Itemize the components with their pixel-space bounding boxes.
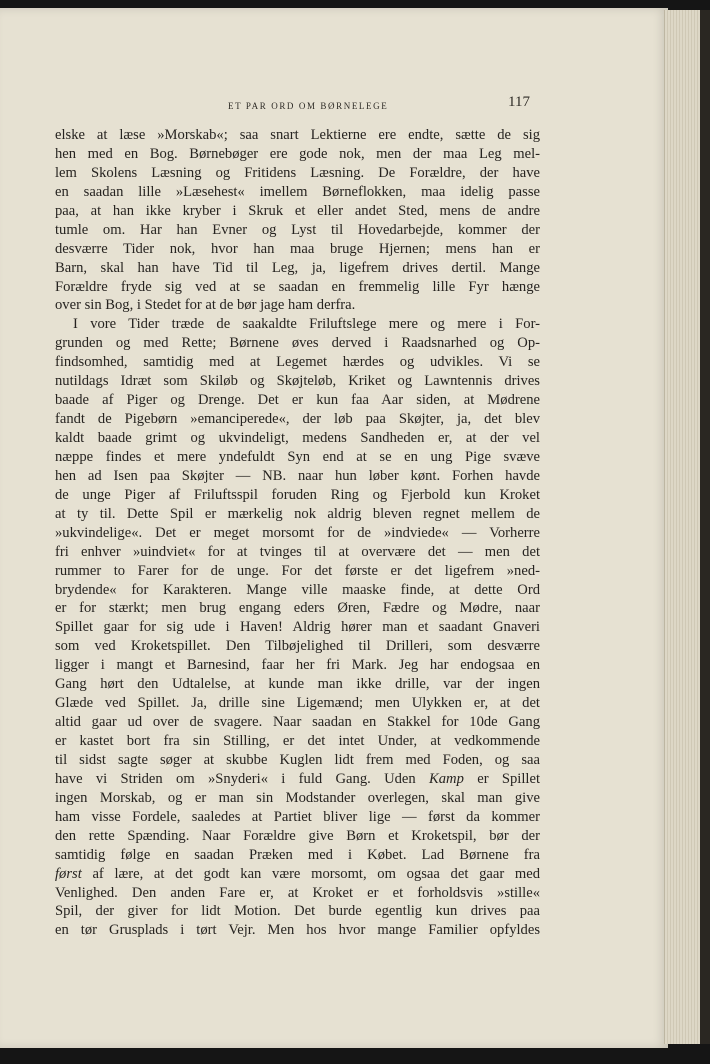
italic-word: Kamp xyxy=(429,770,464,787)
text-line: ham visse Fordele, saaledes at Partiet bliver lige — først da kommer xyxy=(55,808,540,825)
text-line: brydende« for Karakteren. Mange ville maaske finde, at dette Ord xyxy=(55,581,540,598)
text-segment: er Spillet xyxy=(463,770,540,787)
text-line: hen ad Isen paa Skøjter — NB. naar hun løber kønt. Forhen havde xyxy=(55,467,540,484)
book-spine-shadow xyxy=(700,10,710,1044)
text-line: fandt de Pigebørn »emanciperede«, der løb paa Skøjter, ja, det blev xyxy=(55,411,540,428)
text-line: lem Skolens Læsning og Fritidens Læsning. De Forældre, der have xyxy=(55,164,540,181)
text-line: Spil, der giver for lidt Motion. Det burde egentlig kun drives paa xyxy=(55,903,540,920)
text-line: Spillet gaar for sig ude i Haven! Aldrig hører man et saadant Gnaveri xyxy=(55,619,540,636)
text-segment: have vi Striden om »Snyderi« i fuld Gang. Uden xyxy=(55,770,430,787)
text-line: at ty til. Dette Spil er mærkelig nok aldrig bleven regnet mellem de xyxy=(55,505,540,522)
text-line: altid gaar ud over de svagere. Naar saadan en Stakkel for 10de Gang xyxy=(55,714,540,731)
text-line: kaldt baade grimt og ukvindeligt, medens Sandheden er, at der vel xyxy=(55,430,540,446)
text-line: Venlighed. Den anden Fare er, at Kroket er et forholdsvis »stille« xyxy=(55,884,540,901)
text-line: en saadan lille »Læsehest« imellem Børneflokken, maa idelig passe xyxy=(55,183,540,200)
text-line: over sin Bog, i Stedet for at de bør jage ham derfra. xyxy=(55,297,356,314)
text-line: »ukvindelige«. Det er meget morsomt for de »indviede« — Vorherre xyxy=(55,524,540,541)
text-line: paa, at han ikke kryber i Skruk et eller andet Sted, mens de andre xyxy=(55,202,540,219)
text-line xyxy=(55,865,540,884)
text-line: baade af Piger og Drenge. Det er kun faa Aar siden, at Mødrene xyxy=(55,392,540,409)
text-line: ingen Morskab, og er man sin Modstander overlegen, skal man give xyxy=(55,789,540,806)
text-line: elske at læse »Morskab«; saa snart Lektierne ere endte, sætte de sig xyxy=(55,127,540,143)
text-line: som ved Kroketspillet. Den Tilbøjelighed til Drilleri, som desværre xyxy=(55,638,540,655)
text-line: Barn, skal han have Tid til Leg, ja, ligefrem drives dertil. Mange xyxy=(55,259,540,276)
text-line: tumle om. Har han Evner og Lyst til Hovedarbejde, kommer der xyxy=(55,221,540,238)
text-line: fri enhver »uindviet« for at tvinges til at overvære det — men det xyxy=(55,543,540,560)
text-line: en tør Grusplads i tørt Vejr. Men hos hvor mange Familier opfyldes xyxy=(55,922,540,939)
text-line: nutildags Idræt som Skiløb og Skøjteløb, Kriket og Lawntennis drives xyxy=(55,373,540,390)
text-line: samtidig følge en saadan Præken med i Købet. Lad Børnene fra xyxy=(55,846,540,863)
running-title: ET PAR ORD OM BØRNELEGE xyxy=(228,101,389,111)
text-line: I vore Tider træde de saakaldte Friluftslege mere og mere i For- xyxy=(73,316,540,333)
text-line: ligger i mangt et Barnesind, faar her fri Mark. Jeg har endogsaa en xyxy=(55,657,540,674)
text-line: til sidst sagte søger at skubbe Kuglen lidt frem med Foden, og saa xyxy=(55,751,540,768)
text-line: næppe findes et mere yndefuldt Syn end at se en ung Pige svæve xyxy=(55,448,540,465)
page-number: 117 xyxy=(508,94,530,110)
text-line: desværre Tider nok, hvor han maa bruge Hjernen; mens han er xyxy=(55,240,540,257)
page-edges xyxy=(664,10,705,1044)
text-line: de unge Piger af Friluftsspil foruden Ring og Fjerbold kun Kroket xyxy=(55,486,540,503)
text-line: er for stærkt; men brug engang eders Øren, Fædre og Mødre, naar xyxy=(55,600,540,617)
body-text xyxy=(55,126,540,940)
text-line: hen med en Bog. Børnebøger ere gode nok, men der maa Leg mel- xyxy=(55,145,540,162)
text-line: er kastet bort fra sin Stilling, er det intet Under, at vedkommende xyxy=(55,733,540,749)
text-line xyxy=(55,770,540,789)
text-line: findsomhed, samtidig med at Legemet hærdes og udvikles. Vi se xyxy=(55,354,540,371)
text-line: grunden og med Rette; Børnene øves derved i Raadsnarhed og Op- xyxy=(55,335,540,352)
text-segment: af lære, at det godt kan være morsomt, om ogsaa det gaar med xyxy=(81,865,540,882)
text-line: Glæde ved Spillet. Ja, drille sine Ligemænd; men Ulykken er, at det xyxy=(55,695,540,712)
text-line: Gang hørt den Udtalelse, at kunde man ikke drille, var der ingen xyxy=(55,676,540,693)
italic-word: først xyxy=(55,865,82,882)
text-line: den rette Spænding. Naar Forældre give Børn et Kroketspil, bør der xyxy=(55,827,540,844)
text-line: Forældre fryde sig ved at se saadan en fremmelig lille Fyr hænge xyxy=(55,278,540,295)
text-line: rummer to Farer for de unge. For det første er det ligefrem »ned- xyxy=(55,562,540,579)
